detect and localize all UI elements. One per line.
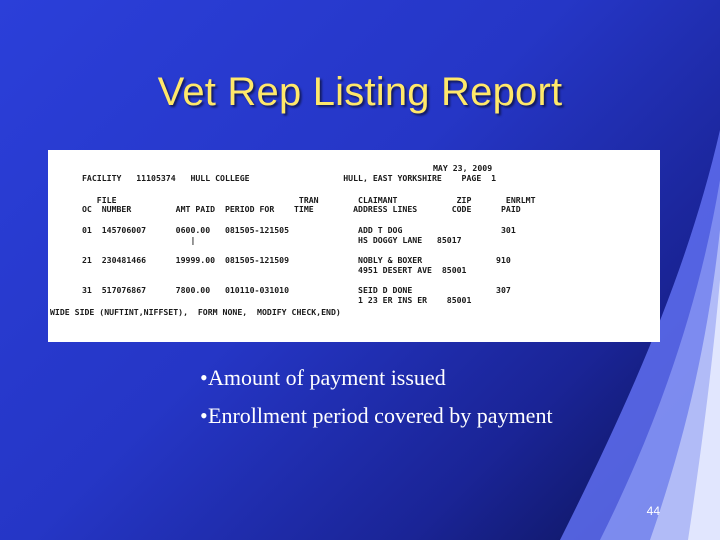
- report-row-3-address: 1 23 ER INS ER 85001: [82, 295, 472, 305]
- report-row-2-address: 4951 DESERT AVE 85001: [82, 265, 467, 275]
- bullet-item: •Enrollment period covered by payment: [200, 403, 553, 428]
- report-row-1-address: | HS DOGGY LANE 85017: [82, 235, 462, 245]
- report-header-line: FACILITY 11105374 HULL COLLEGE HULL, EAST YORKSHIRE PAGE 1: [82, 173, 497, 183]
- bullet-item: •Amount of payment issued: [200, 365, 446, 390]
- bullet-list: [200, 364, 620, 440]
- report-column-header-2: OC NUMBER AMT PAID PERIOD FOR TIME ADDRESS LINES CODE PAID: [82, 204, 521, 214]
- report-date: MAY 23, 2009: [433, 163, 493, 173]
- report-row-3: 31 517076867 7800.00 010110-031010 SEID D DONE 307: [82, 285, 511, 295]
- report-column-header-1: FILE TRAN CLAIMANT ZIP ENRLMT: [82, 195, 536, 205]
- slide-title: Vet Rep Listing Report: [157, 70, 563, 114]
- report-row-1: 01 145706007 0600.00 081505-121505 ADD T DOG 301: [82, 225, 516, 235]
- report-screenshot: [48, 150, 660, 342]
- report-row-2: 21 230481466 19999.00 081505-121509 NOBLY & BOXER 910: [82, 255, 511, 265]
- page-number: 44: [646, 504, 660, 518]
- report-footer-line: WIDE SIDE (NUFTINT,NIFFSET), FORM NONE, MODIFY CHECK,END): [50, 307, 341, 317]
